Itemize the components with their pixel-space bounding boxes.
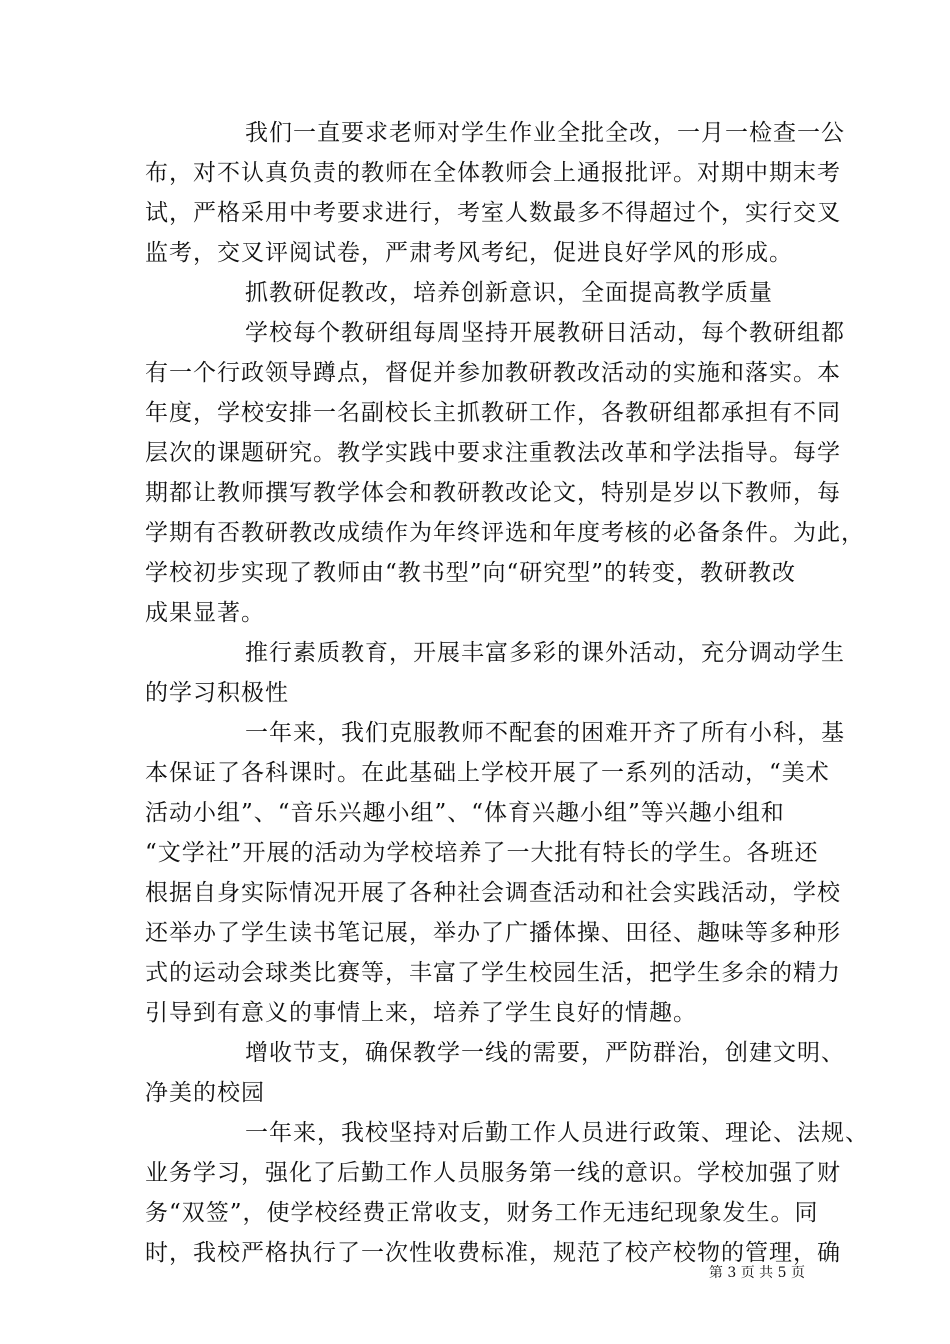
text-line: 监考，交叉评阅试卷，严肃考风考纪，促进良好学风的形成。: [145, 240, 793, 266]
text-line: 学期有否教研教改成绩作为年终评选和年度考核的必备条件。为此，: [145, 520, 865, 546]
section-heading: 增收节支，确保教学一线的需要，严防群治，创建文明、: [245, 1040, 845, 1066]
text-line: 式的运动会球类比赛等，丰富了学生校园生活，把学生多余的精力: [145, 960, 841, 986]
text-line: 层次的课题研究。教学实践中要求注重教法改革和学法指导。每学: [145, 440, 841, 466]
text-line: 本保证了各科课时。在此基础上学校开展了一系列的活动，“美术: [145, 760, 830, 786]
text-line: 学校初步实现了教师由“教书型”向“研究型”的转变，教研教改: [145, 560, 797, 586]
section-heading: 抓教研促教改，培养创新意识，全面提高教学质量: [245, 280, 773, 306]
text-line: 引导到有意义的事情上来，培养了学生良好的情趣。: [145, 1000, 697, 1026]
text-line: 有一个行政领导蹲点，督促并参加教研教改活动的实施和落实。本: [145, 360, 841, 386]
text-line: 根据自身实际情况开展了各种社会调查活动和社会实践活动，学校: [145, 880, 841, 906]
text-line: 我们一直要求老师对学生作业全批全改，一月一检查一公: [245, 120, 845, 146]
text-line: 一年来，我们克服教师不配套的困难开齐了所有小科，基: [245, 720, 845, 746]
text-line: 成果显著。: [145, 600, 265, 626]
text-line: 业务学习，强化了后勤工作人员服务第一线的意识。学校加强了财: [145, 1160, 841, 1186]
section-heading: 的学习积极性: [145, 680, 289, 706]
text-line: 还举办了学生读书笔记展，举办了广播体操、田径、趣味等多种形: [145, 920, 841, 946]
text-line: 布，对不认真负责的教师在全体教师会上通报批评。对期中期末考: [145, 160, 841, 186]
text-line: 年度，学校安排一名副校长主抓教研工作，各教研组都承担有不同: [145, 400, 841, 426]
text-line: 试，严格采用中考要求进行，考室人数最多不得超过个，实行交叉: [145, 200, 841, 226]
text-line: 时，我校严格执行了一次性收费标准，规范了校产校物的管理，确: [145, 1240, 841, 1266]
section-heading: 净美的校园: [145, 1080, 265, 1106]
text-line: 学校每个教研组每周坚持开展教研日活动，每个教研组都: [245, 320, 845, 346]
page-number: 第 3 页 共 5 页: [708, 1265, 805, 1281]
text-line: 一年来，我校坚持对后勤工作人员进行政策、理论、法规、: [245, 1120, 869, 1146]
section-heading: 推行素质教育，开展丰富多彩的课外活动，充分调动学生: [245, 640, 845, 666]
text-line: “文学社”开展的活动为学校培养了一大批有特长的学生。各班还: [145, 840, 819, 866]
text-line: 务“双签”，使学校经费正常收支，财务工作无违纪现象发生。同: [145, 1200, 819, 1226]
text-line: 活动小组”、“音乐兴趣小组”、“体育兴趣小组”等兴趣小组和: [145, 800, 785, 826]
text-line: 期都让教师撰写教学体会和教研教改论文，特别是岁以下教师，每: [145, 480, 841, 506]
